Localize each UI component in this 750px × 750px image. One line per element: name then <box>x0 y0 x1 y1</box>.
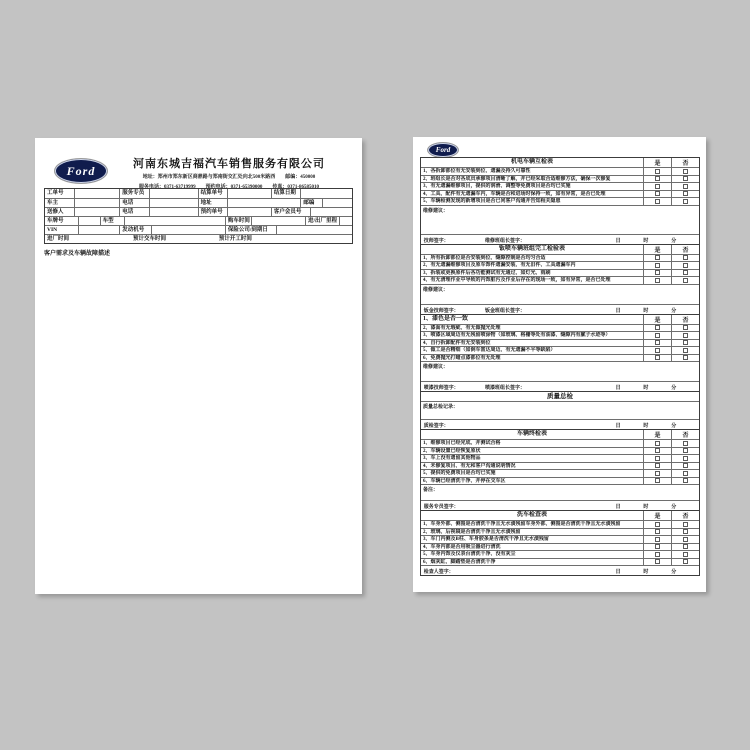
yes-cell <box>643 455 671 462</box>
signer-label: 质检签字： <box>423 424 449 429</box>
signer-label: 钣金技师签字： <box>423 308 459 314</box>
yes-column-header: 是 <box>643 511 671 520</box>
time-unit-label: 日 <box>615 238 621 244</box>
field-label: 进/出厂里程 <box>305 217 339 225</box>
yes-cell <box>643 198 671 205</box>
time-unit-label: 时 <box>643 505 649 510</box>
signature-row[interactable] <box>421 500 699 510</box>
yes-checkbox[interactable] <box>655 537 660 542</box>
yes-cell <box>643 270 671 277</box>
field-value-cell[interactable] <box>276 226 352 234</box>
time-unit-label: 分 <box>671 570 677 575</box>
no-checkbox[interactable] <box>683 333 688 338</box>
check-row <box>421 543 699 551</box>
no-cell <box>671 470 699 477</box>
no-cell <box>671 191 699 198</box>
yes-cell <box>643 255 671 262</box>
no-cell <box>671 325 699 332</box>
note-area[interactable]: 维修建议： <box>421 205 699 234</box>
no-checkbox[interactable] <box>683 278 688 283</box>
check-row <box>421 197 699 205</box>
no-checkbox[interactable] <box>683 176 688 181</box>
no-cell <box>671 332 699 339</box>
check-row <box>421 261 699 269</box>
checklist-title: 车辆终检表 <box>516 431 547 437</box>
no-checkbox[interactable] <box>683 522 688 527</box>
check-item-label: 2、漆面有无瑕疵、有无做抛光处理 <box>423 325 501 331</box>
no-checkbox[interactable] <box>683 463 688 468</box>
checklist-table <box>420 157 700 245</box>
checklist-table <box>420 429 700 511</box>
yes-checkbox[interactable] <box>655 456 660 461</box>
field-label: 邮编 <box>300 199 321 207</box>
check-row <box>421 175 699 183</box>
signature-row[interactable] <box>421 381 699 391</box>
check-item-label: 6、烟灰缸、脚踏垫是否清洗干净 <box>423 559 496 565</box>
time-unit-label: 分 <box>671 386 677 391</box>
no-checkbox[interactable] <box>683 340 688 345</box>
signature-row[interactable] <box>421 304 699 314</box>
section-title: 质量总检 <box>547 393 573 400</box>
no-checkbox[interactable] <box>683 456 688 461</box>
ford-logo-text: Ford <box>435 146 451 154</box>
yes-checkbox[interactable] <box>655 270 660 275</box>
yes-cell <box>643 536 671 543</box>
checklist-title: 洗车检查表 <box>516 512 547 518</box>
no-checkbox[interactable] <box>683 529 688 534</box>
check-item-label: 3、拆装或更换原件后各功能测试有无通过、如灯光、雨刷 <box>423 270 551 276</box>
check-row <box>421 190 699 198</box>
time-unit-label: 分 <box>671 424 677 429</box>
yes-checkbox[interactable] <box>655 471 660 476</box>
yes-checkbox[interactable] <box>655 441 660 446</box>
work-order-info-table <box>44 188 353 244</box>
checklist-blocks <box>420 158 700 576</box>
note-area[interactable]: 维修建议： <box>421 361 699 381</box>
check-row <box>421 447 699 455</box>
field-label: 结算日期 <box>271 189 300 198</box>
check-row <box>421 324 699 332</box>
yes-cell <box>643 325 671 332</box>
yes-cell <box>643 470 671 477</box>
yes-column-header: 是 <box>643 158 671 167</box>
check-item-label: 5、做工是否精细（如倒车雷达周边、有无遗漏不平等缺陷） <box>423 348 556 353</box>
check-row <box>421 276 699 284</box>
signer-label: 检查人签字： <box>423 570 454 575</box>
time-unit-label: 时 <box>643 308 649 314</box>
no-cell <box>671 262 699 269</box>
field-label: 电话 <box>119 199 148 207</box>
field-value-cell[interactable] <box>74 189 119 198</box>
checklist-header-row <box>421 430 699 439</box>
company-address: 地址：郑州市郑东新区商鼎路与郑南街交汇处向北500米路西 邮编：450000 <box>142 175 316 180</box>
field-value-cell[interactable] <box>227 189 271 198</box>
check-item-label: 6、车辆已经清洗干净、并停在交车区 <box>423 478 506 484</box>
field-label: 工单号 <box>47 190 64 196</box>
signer-label: 喷漆班组长签字： <box>484 386 525 391</box>
yes-cell <box>643 463 671 470</box>
check-item-label: 4、有无清理作业中导致的内饰脏污及作业后存在的现场一致，如有异常，是否已处理 <box>423 278 611 283</box>
field-label: 车牌号 <box>47 218 64 224</box>
time-unit-label: 分 <box>671 308 677 314</box>
check-item-label: 2、班组长是否对各成员承修项目清晰了解，并已经采取合适维修方法，确保一次修复 <box>423 176 611 182</box>
yes-checkbox[interactable] <box>655 333 660 338</box>
checklist-table <box>420 314 700 393</box>
check-row <box>421 535 699 543</box>
check-item-label: 1、维修项目已经完成、并测试合格 <box>423 441 501 446</box>
check-item-label: 4、车身内部是否用吸尘器进行清洗 <box>423 544 501 550</box>
yes-checkbox[interactable] <box>655 355 660 360</box>
no-cell <box>671 544 699 551</box>
checklist-table <box>420 391 700 430</box>
yes-cell <box>643 262 671 269</box>
no-checkbox[interactable] <box>683 263 688 268</box>
no-cell <box>671 521 699 528</box>
field-label: 送修人 <box>47 209 64 215</box>
field-value-cell[interactable] <box>149 189 198 198</box>
check-item-label: 2、车辆设置已经恢复原状 <box>423 448 481 454</box>
field-value-cell[interactable] <box>149 199 198 207</box>
no-column-header: 否 <box>671 158 699 167</box>
field-label: 车型 <box>100 217 125 225</box>
field-value-cell[interactable] <box>151 226 225 234</box>
checklist-table <box>420 244 700 315</box>
time-unit-label: 时 <box>643 424 649 429</box>
no-checkbox[interactable] <box>683 169 688 174</box>
check-row <box>421 558 699 566</box>
checklist-title: 钣喷车辆班组完工检验表 <box>498 245 565 252</box>
yes-checkbox[interactable] <box>655 529 660 534</box>
no-cell <box>671 463 699 470</box>
yes-column-header: 是 <box>643 430 671 439</box>
signature-row[interactable] <box>421 234 699 244</box>
checklist-table <box>420 510 700 576</box>
signer-label: 服务专员签字： <box>423 505 459 510</box>
time-unit-label: 日 <box>615 570 621 575</box>
check-item-label: 1、车身外部、侧围是否清洗干净且无水渍残留车身外部、侧围是否清洗干净且无水渍残留 <box>423 522 621 527</box>
customer-request-area[interactable] <box>44 256 353 586</box>
checklist-title: 1、漆色是否一致 <box>423 315 469 322</box>
info-table-row <box>45 189 352 198</box>
field-value-cell[interactable] <box>310 208 352 216</box>
ford-logo <box>55 159 107 183</box>
no-cell <box>671 536 699 543</box>
yes-checkbox[interactable] <box>655 191 660 196</box>
signer-label: 维修班组长签字： <box>484 238 525 244</box>
field-value-cell[interactable] <box>149 208 198 216</box>
yes-cell <box>643 521 671 528</box>
time-field-label: 预计开工时间 <box>218 236 252 242</box>
no-checkbox[interactable] <box>683 325 688 330</box>
field-value-cell[interactable] <box>227 199 300 207</box>
field-label: 客户会员号 <box>271 208 310 216</box>
info-table-row <box>45 216 352 225</box>
yes-cell <box>643 340 671 347</box>
no-checkbox[interactable] <box>683 184 688 189</box>
yes-cell <box>643 551 671 558</box>
yes-checkbox[interactable] <box>655 176 660 181</box>
check-row <box>421 331 699 339</box>
no-cell <box>671 355 699 362</box>
field-label: VIN <box>47 227 58 233</box>
no-checkbox[interactable] <box>683 448 688 453</box>
field-label: 发动机号 <box>119 226 150 234</box>
no-cell <box>671 455 699 462</box>
no-cell <box>671 183 699 190</box>
check-item-label: 1、所有拆卸部位是否安装到位、缝隙控制是否均匀合适 <box>423 255 546 261</box>
company-name: 河南东城吉福汽车销售服务有限公司 <box>133 158 325 170</box>
ford-logo-text: Ford <box>66 163 96 178</box>
time-unit-label: 日 <box>615 308 621 314</box>
note-area[interactable]: 备注： <box>421 484 699 500</box>
check-item-label: 1、各拆卸部位有无安装到位、遗漏及持久可靠性 <box>423 169 531 174</box>
check-item-label: 4、未修复项目、有无和客户沟通说明情况 <box>423 463 516 469</box>
note-area[interactable]: 质量总检记录： <box>421 401 699 419</box>
yes-checkbox[interactable] <box>655 278 660 283</box>
field-label: 地址 <box>198 199 227 207</box>
checklist-header-row <box>421 511 699 520</box>
no-cell <box>671 551 699 558</box>
no-column-header: 否 <box>671 315 699 324</box>
yes-checkbox[interactable] <box>655 559 660 564</box>
yes-checkbox[interactable] <box>655 255 660 260</box>
signature-row[interactable] <box>421 565 699 575</box>
check-item-label: 3、喷漆区域周边有无残留喷涂物（如玻璃、格栅等处有油漆、缝隙内有腻子水迹等） <box>423 333 611 338</box>
no-checkbox[interactable] <box>683 348 688 353</box>
field-value-cell[interactable] <box>78 217 99 225</box>
check-row <box>421 477 699 485</box>
no-cell <box>671 168 699 175</box>
inspection-checklist-page <box>413 137 706 592</box>
no-column-header: 否 <box>671 430 699 439</box>
field-value-cell[interactable] <box>251 217 305 225</box>
checklist-header-row <box>421 245 699 254</box>
time-labels-row <box>45 234 352 243</box>
field-value-cell[interactable] <box>78 226 119 234</box>
yes-cell <box>643 478 671 485</box>
field-value-cell[interactable] <box>227 208 271 216</box>
yes-checkbox[interactable] <box>655 463 660 468</box>
time-unit-label: 分 <box>671 505 677 510</box>
time-unit-label: 时 <box>643 238 649 244</box>
checklist-header-row <box>421 158 699 167</box>
checklist-header-row <box>421 315 699 324</box>
check-row <box>421 346 699 354</box>
check-row <box>421 439 699 447</box>
no-checkbox[interactable] <box>683 537 688 542</box>
ford-logo <box>428 143 458 157</box>
signer-label: 钣金班组长签字： <box>484 308 525 314</box>
yes-cell <box>643 176 671 183</box>
yes-checkbox[interactable] <box>655 199 660 204</box>
time-field-label: 进厂时间 <box>47 236 70 242</box>
yes-checkbox[interactable] <box>655 325 660 330</box>
time-unit-label: 时 <box>643 570 649 575</box>
no-checkbox[interactable] <box>683 355 688 360</box>
no-checkbox[interactable] <box>683 191 688 196</box>
check-row <box>421 469 699 477</box>
no-cell <box>671 529 699 536</box>
check-item-label: 2、玻璃、后视镜是否清洗干净且无水渍残留 <box>423 529 521 535</box>
field-label: 预约单号 <box>198 208 227 216</box>
field-value-cell[interactable] <box>74 208 119 216</box>
customer-request-label: 客户需求及车辆故障描述 <box>44 251 111 257</box>
field-label: 购车时间 <box>225 217 251 225</box>
check-row <box>421 339 699 347</box>
signer-label: 喷漆技师签字： <box>423 386 459 391</box>
yes-checkbox[interactable] <box>655 448 660 453</box>
yes-checkbox[interactable] <box>655 522 660 527</box>
yes-cell <box>643 448 671 455</box>
info-table-row <box>45 225 352 234</box>
field-label: 保险公司/到期日 <box>225 226 276 234</box>
no-cell <box>671 347 699 354</box>
yes-checkbox[interactable] <box>655 184 660 189</box>
check-row <box>421 528 699 536</box>
no-column-header: 否 <box>671 245 699 254</box>
time-field-label: 预计交车时间 <box>132 236 166 242</box>
no-checkbox[interactable] <box>683 255 688 260</box>
no-checkbox[interactable] <box>683 559 688 564</box>
check-item-label: 5、车辆检测发现的新增项目是否已同客户沟通并告知相关隐患 <box>423 199 561 204</box>
time-unit-label: 时 <box>643 386 649 391</box>
field-label: 结算单号 <box>198 189 227 198</box>
check-row <box>421 520 699 528</box>
time-unit-label: 分 <box>671 238 677 244</box>
yes-checkbox[interactable] <box>655 263 660 268</box>
check-item-label: 5、提供的免费项目是否均已实施 <box>423 471 496 476</box>
yes-cell <box>643 277 671 284</box>
no-checkbox[interactable] <box>683 270 688 275</box>
signer-label: 技师签字： <box>423 238 449 244</box>
no-cell <box>671 277 699 284</box>
yes-cell <box>643 529 671 536</box>
field-value-cell[interactable] <box>300 189 352 198</box>
no-checkbox[interactable] <box>683 441 688 446</box>
check-row <box>421 254 699 262</box>
no-cell <box>671 340 699 347</box>
company-header <box>105 155 353 191</box>
check-item-label: 3、车门内侧及B柱、车身胶条是否清洗干净且无水渍残留 <box>423 537 549 542</box>
yes-cell <box>643 183 671 190</box>
check-row <box>421 354 699 362</box>
check-item-label: 6、免费抛光打蜡点漆部位有无处理 <box>423 355 501 361</box>
yes-cell <box>643 440 671 447</box>
yes-cell <box>643 355 671 362</box>
check-item-label: 3、车上没有遗留其他物品 <box>423 456 481 461</box>
field-label: 车主 <box>47 200 59 206</box>
check-item-label: 4、工具、配件有无遗漏车内，车辆是否和进场时保持一致，如有异常，是否已处理 <box>423 191 606 197</box>
no-cell <box>671 440 699 447</box>
no-checkbox[interactable] <box>683 478 688 483</box>
signature-row[interactable] <box>421 419 699 429</box>
check-row <box>421 462 699 470</box>
yes-checkbox[interactable] <box>655 348 660 353</box>
yes-cell <box>643 347 671 354</box>
checklist-title: 机电车辆互检表 <box>510 159 553 165</box>
no-checkbox[interactable] <box>683 199 688 204</box>
yes-cell <box>643 191 671 198</box>
no-cell <box>671 448 699 455</box>
no-cell <box>671 198 699 205</box>
check-item-label: 2、有无遗漏维修项目及原车饰件遗漏安装、有无旧件、工具遗漏车内 <box>423 263 576 268</box>
check-item-label: 4、自行拆卸配件有无安装到位 <box>423 340 491 346</box>
check-row <box>421 550 699 558</box>
note-area[interactable]: 维修建议： <box>421 284 699 304</box>
check-row <box>421 454 699 462</box>
field-value-cell[interactable] <box>322 199 352 207</box>
yes-checkbox[interactable] <box>655 552 660 557</box>
check-row <box>421 167 699 175</box>
check-row <box>421 182 699 190</box>
no-cell <box>671 270 699 277</box>
field-value-cell[interactable] <box>339 217 352 225</box>
info-table-row <box>45 207 352 216</box>
yes-checkbox[interactable] <box>655 169 660 174</box>
no-cell <box>671 176 699 183</box>
yes-checkbox[interactable] <box>655 478 660 483</box>
yes-checkbox[interactable] <box>655 544 660 549</box>
no-checkbox[interactable] <box>683 544 688 549</box>
no-cell <box>671 255 699 262</box>
field-value-cell[interactable] <box>74 199 119 207</box>
check-item-label: 5、车身内饰及仪表台清洗干净、没有灰尘 <box>423 552 516 557</box>
company-phones: 服务电话：0371-63719999 预约电话：0371-65390000 传真：0371-86585010 <box>139 185 319 190</box>
service-order-page <box>35 138 362 594</box>
time-unit-label: 日 <box>615 386 621 391</box>
yes-cell <box>643 544 671 551</box>
field-label: 服务专员 <box>119 189 148 198</box>
time-unit-label: 日 <box>615 505 621 510</box>
field-label: 电话 <box>119 208 148 216</box>
no-checkbox[interactable] <box>683 552 688 557</box>
field-value-cell[interactable] <box>124 217 225 225</box>
no-cell <box>671 478 699 485</box>
check-row <box>421 269 699 277</box>
time-unit-label: 日 <box>615 424 621 429</box>
no-column-header: 否 <box>671 511 699 520</box>
check-item-label: 3、有无遗漏维修项目，提供的润滑、调整等免费项目是否均已实施 <box>423 184 571 189</box>
info-table-row <box>45 198 352 207</box>
yes-checkbox[interactable] <box>655 340 660 345</box>
yes-column-header: 是 <box>643 315 671 324</box>
yes-cell <box>643 168 671 175</box>
yes-column-header: 是 <box>643 245 671 254</box>
no-checkbox[interactable] <box>683 471 688 476</box>
yes-cell <box>643 332 671 339</box>
